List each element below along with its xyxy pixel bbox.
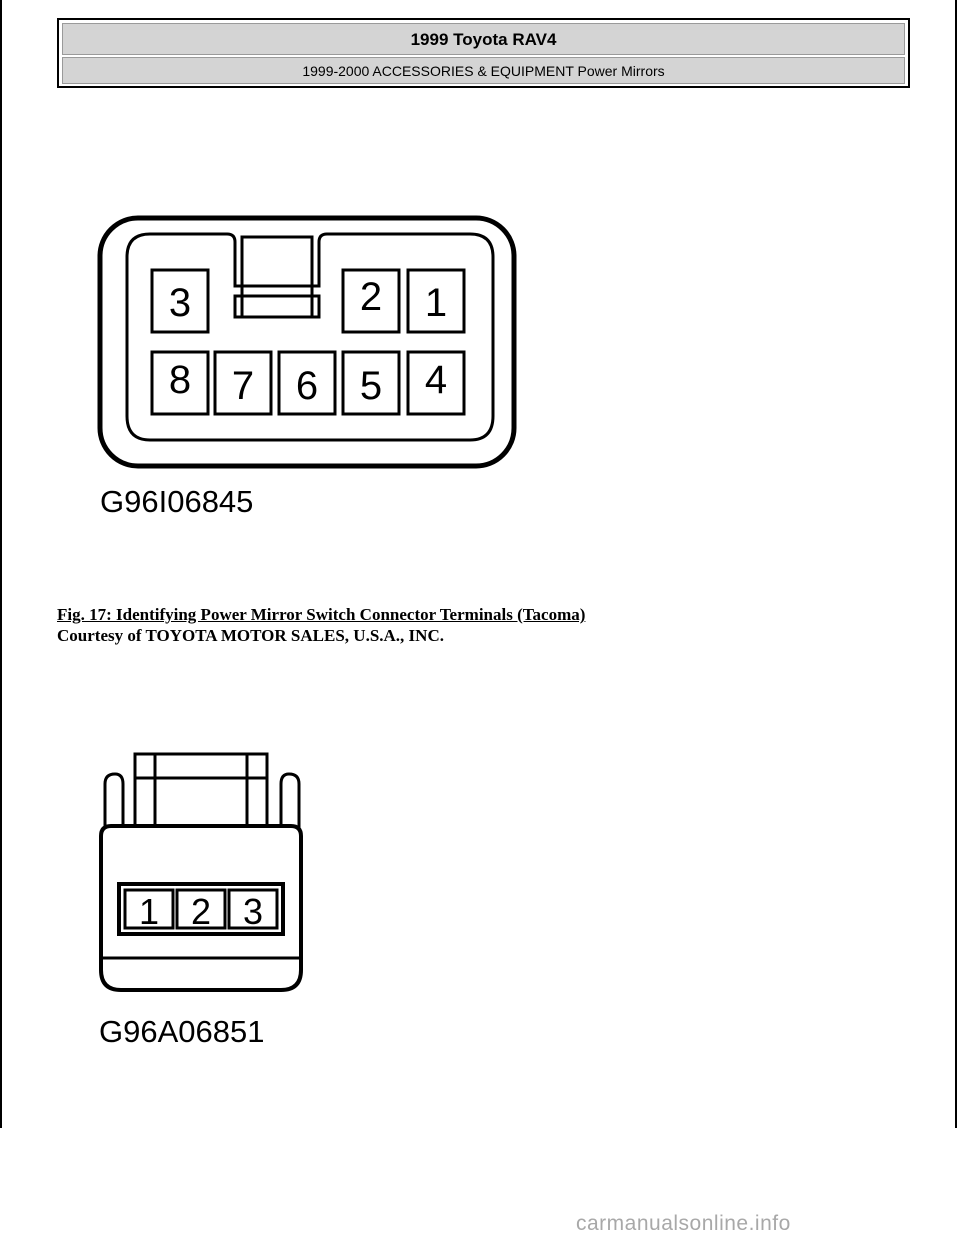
document-title: 1999 Toyota RAV4: [62, 23, 905, 55]
connector-3-pin-diagram: [95, 748, 315, 1048]
connector-left-latch: [105, 774, 123, 828]
figure-courtesy: Courtesy of TOYOTA MOTOR SALES, U.S.A., INC.: [57, 626, 444, 645]
document-subtitle: 1999-2000 ACCESSORIES & EQUIPMENT Power Mirrors: [62, 57, 905, 84]
graphic-id-label: G96A06851: [99, 1014, 265, 1048]
terminal-number-3: 3: [242, 891, 264, 932]
terminal-number-6: 6: [295, 364, 319, 408]
connector-lock-tab: [242, 237, 312, 317]
terminal-number-7: 7: [231, 364, 255, 408]
terminal-number-2: 2: [190, 891, 212, 932]
connector-right-latch: [281, 774, 299, 828]
site-watermark: carmanualsonline.info: [576, 1212, 791, 1235]
graphic-id-label: G96I06845: [100, 484, 254, 519]
figure-title: Fig. 17: Identifying Power Mirror Switch Connector Terminals (Tacoma): [57, 605, 586, 624]
document-header: [57, 18, 910, 88]
terminal-number-4: 4: [424, 358, 448, 402]
terminal-number-2: 2: [359, 275, 383, 319]
connector-lock-ledge: [235, 296, 319, 317]
connector-bottom-lip: [101, 958, 301, 990]
terminal-number-8: 8: [168, 358, 192, 402]
connector-outer-shell: [100, 218, 514, 466]
connector-inner-housing: [127, 234, 493, 440]
terminal-number-5: 5: [359, 364, 383, 408]
connector-8-pin-diagram: [95, 212, 525, 522]
figure-caption: [57, 604, 585, 646]
terminal-number-1: 1: [424, 281, 448, 325]
terminal-number-1: 1: [138, 891, 160, 932]
terminal-number-3: 3: [168, 281, 192, 325]
